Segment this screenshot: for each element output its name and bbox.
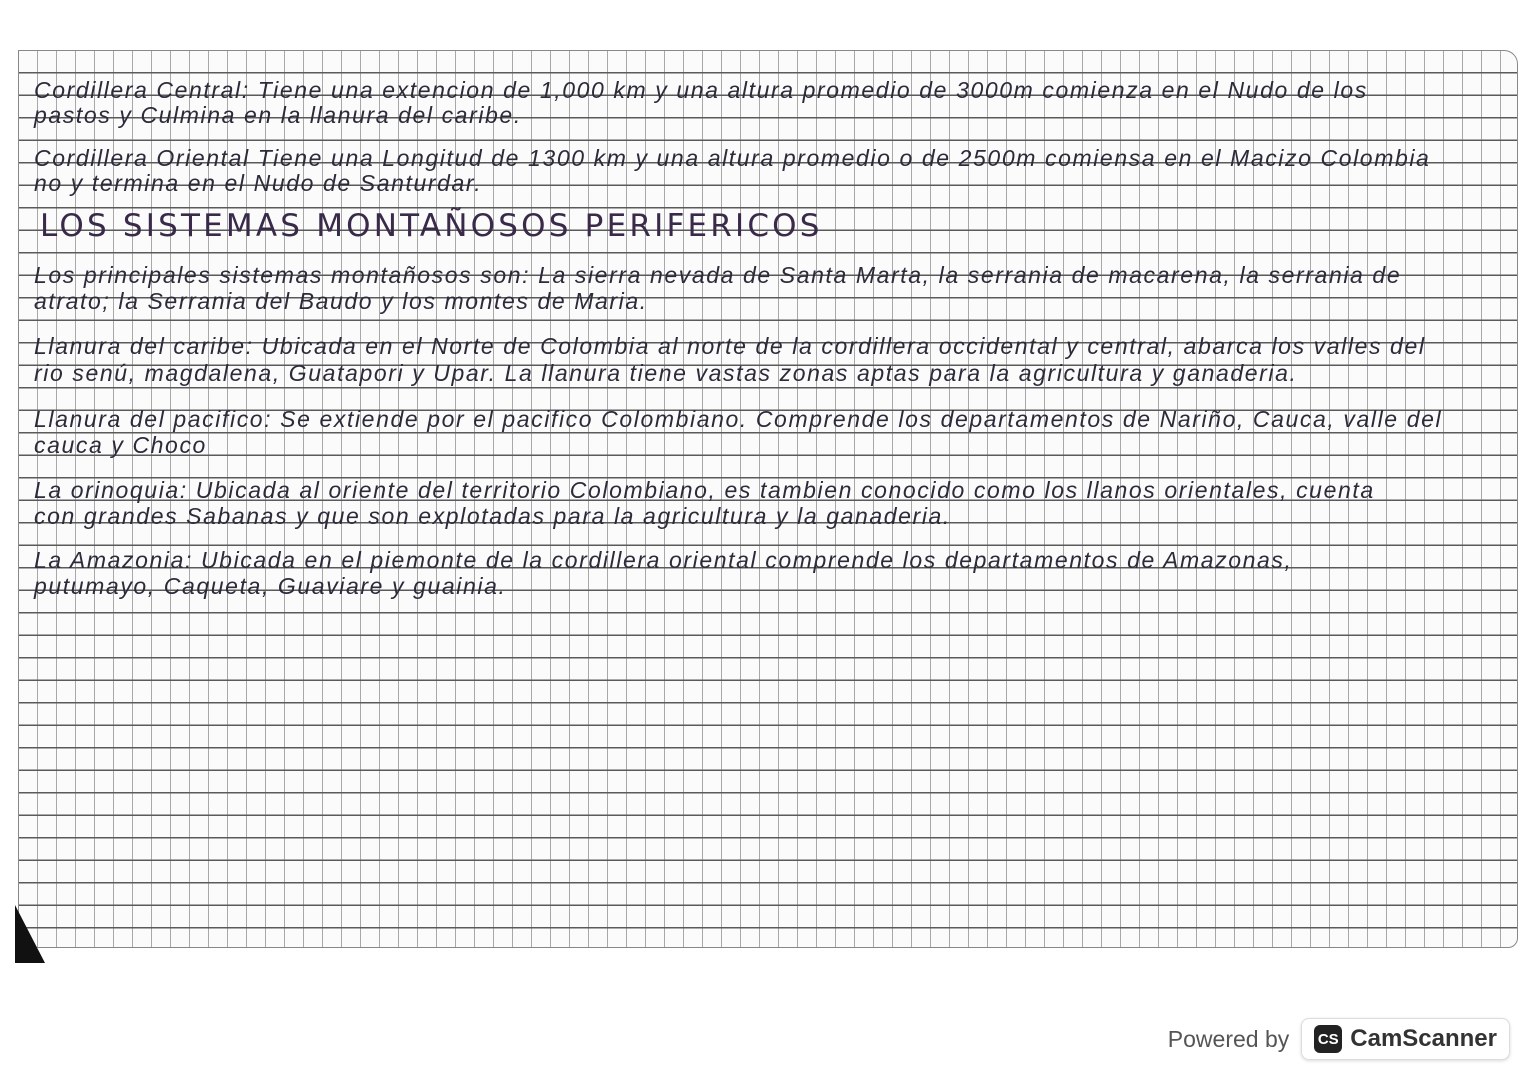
text-line: Los principales sistemas montañosos son: La sierra nevada de Santa Marta, la serrania de macarena, la serrania de [34,262,1402,288]
camscanner-logo-icon: CS [1314,1025,1342,1053]
camscanner-badge [1301,1018,1510,1060]
text-line: La Amazonia: Ubicada en el piemonte de la cordillera oriental comprende los departamentos de Amazonas, [34,547,1293,573]
text-line: rio senú, magdalena, Guatapori y Upar. La llanura tiene vastas zonas aptas para la agricultura y ganaderia. [34,360,1298,386]
text-line: La orinoquia: Ubicada al oriente del territorio Colombiano, es tambien conocido como los llanos orientales, cuenta [34,477,1375,503]
text-line: cauca y Choco [34,432,207,458]
text-line: putumayo, Caqueta, Guaviare y guainia. [34,573,507,599]
text-line: no y termina en el Nudo de Santurdar. [34,170,483,196]
camscanner-watermark [1168,1018,1510,1060]
text-line: Cordillera Central: Tiene una extencion de 1,000 km y una altura promedio de 3000m comienza en el Nudo de los [34,77,1368,103]
text-line: atrato; la Serrania del Baudo y los montes de Maria. [34,288,648,314]
text-line: con grandes Sabanas y que son explotadas para la agricultura y la ganaderia. [34,503,951,529]
section-heading: LOS SISTEMAS MONTAÑOSOS PERIFERICOS [40,208,823,244]
page-corner-shadow [15,905,45,963]
camscanner-brand: CamScanner [1350,1025,1497,1052]
text-line: Cordillera Oriental Tiene una Longitud de 1300 km y una altura promedio o de 2500m comiensa en el Macizo Colombia [34,145,1431,171]
text-line: pastos y Culmina en la llanura del caribe. [34,102,522,128]
powered-by-label: Powered by [1167,1025,1290,1052]
text-line: Llanura del pacifico: Se extiende por el pacifico Colombiano. Comprende los departamentos de Nariño, Cauca, valle del [34,406,1443,432]
text-line: Llanura del caribe: Ubicada en el Norte de Colombia al norte de la cordillera occidental y central, abarca los valles del [34,333,1426,359]
